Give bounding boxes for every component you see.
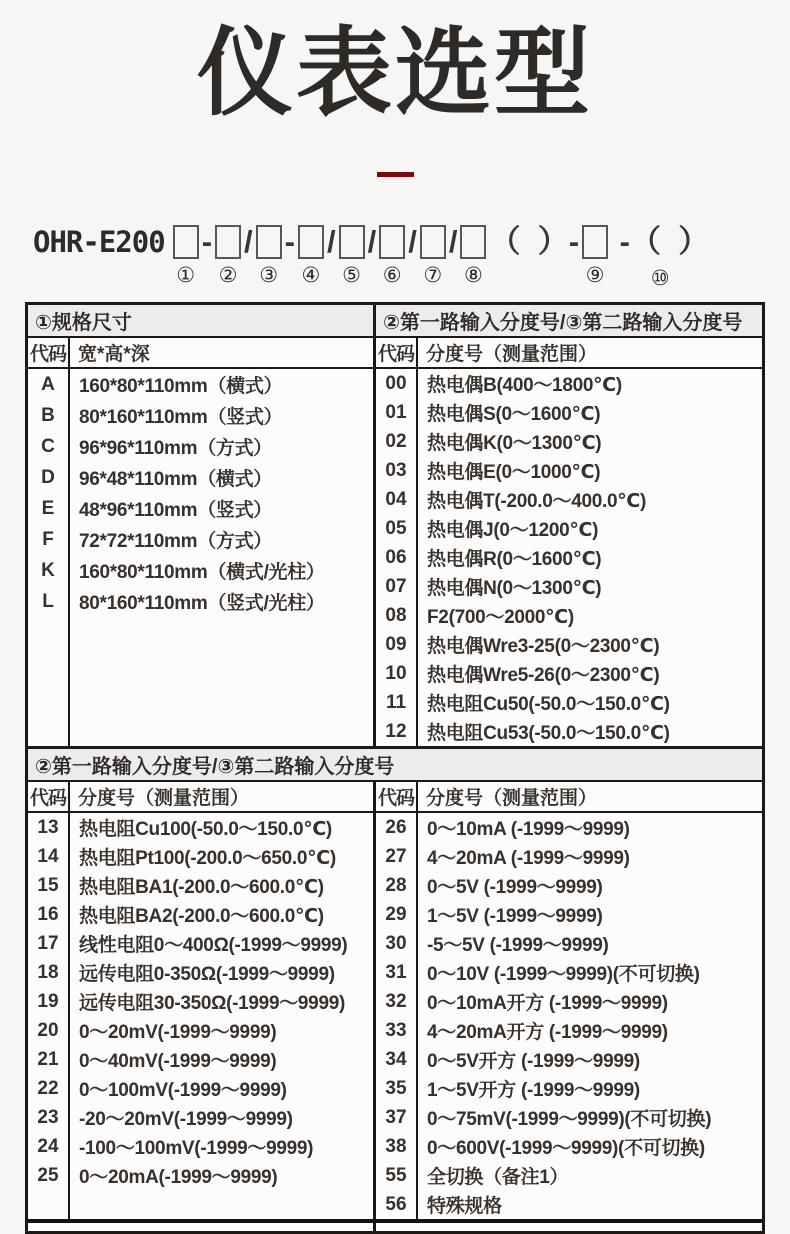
row-code: 01 [385, 401, 407, 423]
row-code: A [41, 373, 55, 395]
section-1 [28, 305, 762, 746]
row-description: 热电偶N(0～1300℃) [427, 578, 602, 599]
position-number: ① [176, 264, 196, 287]
model-code-separator [241, 222, 256, 291]
position-number [450, 267, 456, 291]
row-code: 32 [385, 990, 407, 1012]
code-box [460, 225, 486, 259]
row-description: 线性电阻0～400Ω(-1999～9999) [79, 935, 348, 956]
row-description: 1～5V开方 (-1999～9999) [427, 1080, 640, 1101]
column-header-code: 代码 [376, 338, 418, 367]
model-code-separator [365, 222, 380, 291]
row-code: F [42, 528, 54, 550]
row-description: 热电偶B(400～1800℃) [427, 375, 622, 396]
separator-glyph: -（ ） [611, 224, 710, 259]
row-description: 全切换（备注1） [427, 1167, 569, 1188]
row-description: 热电阻Pt100(-200.0～650.0℃) [79, 848, 336, 869]
row-description: 0～40mV(-1999～9999) [79, 1051, 277, 1072]
row-code: 09 [385, 633, 407, 655]
position-number: ④ [301, 264, 321, 287]
row-description: 0～10V (-1999～9999)(不可切换) [427, 964, 700, 985]
row-code: 06 [385, 546, 407, 568]
section1-left-body [28, 369, 373, 746]
row-code: 11 [385, 691, 407, 713]
selection-table [25, 302, 765, 1234]
section2-right-panel [376, 782, 762, 1219]
row-description: 160*80*110mm（横式） [79, 376, 283, 397]
row-description: -5～5V (-1999～9999) [427, 935, 609, 956]
row-code: 23 [37, 1106, 59, 1128]
position-number: ⑤ [342, 264, 361, 287]
row-description: 热电偶E(0～1000℃) [427, 462, 601, 483]
model-code-separator [324, 222, 339, 291]
row-code: 25 [37, 1164, 59, 1186]
row-code: 21 [37, 1048, 59, 1070]
section2-header: ②第一路输入分度号/③第二路输入分度号 [28, 749, 762, 782]
row-description: 热电阻BA2(-200.0～600.0℃) [79, 906, 324, 927]
position-number: ② [218, 264, 238, 287]
row-description: 80*160*110mm（竖式） [79, 407, 283, 428]
row-code: 12 [385, 720, 407, 742]
row-code: 26 [385, 816, 407, 838]
row-code: 14 [37, 845, 59, 867]
row-description: 热电阻Cu100(-50.0～150.0℃) [79, 819, 332, 840]
row-code: D [41, 466, 55, 488]
row-description: 热电阻Cu53(-50.0～150.0℃) [427, 723, 670, 744]
section2-left-panel [28, 782, 376, 1219]
column-header-code: 代码 [28, 338, 70, 367]
row-code: 55 [385, 1164, 407, 1186]
model-code-slot [339, 222, 365, 288]
row-code: 22 [37, 1077, 59, 1099]
separator-glyph: / [448, 224, 458, 259]
model-code-slot [215, 222, 241, 288]
row-code: 35 [385, 1077, 407, 1099]
row-code: 27 [385, 845, 407, 867]
section1-right-body [376, 369, 762, 746]
model-code-separator [282, 222, 298, 291]
row-code: 16 [37, 903, 59, 925]
row-code: 05 [385, 517, 407, 539]
position-number [204, 267, 210, 291]
row-code: 15 [37, 874, 59, 896]
row-code: 37 [385, 1106, 407, 1128]
section1-right-header: ②第一路输入分度号/③第二路输入分度号 [376, 305, 762, 338]
code-box [420, 225, 446, 259]
row-code: 13 [37, 816, 59, 838]
row-code: 00 [385, 372, 407, 394]
row-description: 热电偶Wre3-25(0～2300℃) [427, 636, 660, 657]
model-code-slot [582, 222, 608, 288]
row-description: 热电偶T(-200.0～400.0℃) [427, 491, 646, 512]
row-description: 0～5V开方 (-1999～9999) [427, 1051, 640, 1072]
separator-glyph: / [326, 224, 336, 259]
row-description: 0～75mV(-1999～9999)(不可切换) [427, 1109, 712, 1130]
row-description: 热电偶R(0～1600℃) [427, 549, 602, 570]
section1-right-panel [376, 305, 762, 746]
code-box [298, 225, 324, 259]
row-description: 0～10mA开方 (-1999～9999) [427, 993, 668, 1014]
column-header-dimensions: 宽*高*深 [78, 344, 150, 365]
model-code-slot [420, 222, 446, 288]
row-description: F2(700～2000℃) [427, 607, 574, 628]
column-header-range: 分度号（测量范围） [426, 344, 598, 365]
section2-left-subheader [28, 782, 373, 813]
row-code: 33 [385, 1019, 407, 1041]
separator-glyph: / [244, 224, 253, 259]
section1-left-subheader [28, 338, 373, 369]
page-title: 仪表选型 [197, 20, 593, 127]
separator-glyph: - [284, 224, 295, 259]
model-code-separator [405, 222, 420, 291]
row-description: 80*160*110mm（竖式/光柱） [79, 593, 325, 614]
column-header-code: 代码 [28, 782, 70, 811]
row-description: 0～100mV(-1999～9999) [79, 1080, 287, 1101]
row-code: 17 [37, 932, 59, 954]
position-number [531, 267, 537, 291]
row-code: 24 [37, 1135, 59, 1157]
row-description: 0～5V (-1999～9999) [427, 877, 603, 898]
section2-right-subheader [376, 782, 762, 813]
section2-right-body [376, 813, 762, 1219]
row-code: 02 [385, 430, 407, 452]
code-box [215, 225, 241, 259]
row-code: 29 [385, 903, 407, 925]
separator-glyph: - [201, 224, 213, 259]
code-box [256, 225, 282, 259]
row-code: 20 [37, 1019, 59, 1041]
next-section-cutoff [28, 1219, 762, 1231]
model-code-line [33, 222, 712, 291]
row-code: E [41, 497, 55, 519]
row-description: 4～20mA (-1999～9999) [427, 848, 630, 869]
code-box [339, 225, 365, 259]
separator-glyph: / [367, 224, 377, 259]
row-description: 热电偶K(0～1300℃) [427, 433, 602, 454]
row-description: 0～600V(-1999～9999)(不可切换) [427, 1138, 705, 1159]
model-code-separator [608, 222, 712, 291]
section1-left-panel [28, 305, 376, 746]
row-description: 4～20mA开方 (-1999～9999) [427, 1022, 668, 1043]
title-underline-accent [377, 172, 414, 177]
section1-left-header: ①规格尺寸 [28, 305, 373, 338]
column-header-code: 代码 [376, 782, 418, 811]
row-code: C [41, 435, 55, 457]
separator-glyph: （ ）- [489, 224, 580, 259]
row-code: 18 [37, 961, 59, 983]
row-code: 31 [385, 961, 407, 983]
row-description: -20～20mV(-1999～9999) [79, 1109, 293, 1130]
separator-glyph: / [408, 224, 417, 259]
row-code: 08 [385, 604, 407, 626]
column-header-range: 分度号（测量范围） [78, 788, 250, 809]
section1-right-subheader [376, 338, 762, 369]
row-description: 0～20mA(-1999～9999) [79, 1167, 278, 1188]
position-number: ⑩ [650, 267, 670, 290]
row-description: 热电偶S(0～1600℃) [427, 404, 601, 425]
section2-left-body [28, 813, 373, 1219]
position-number [369, 267, 375, 291]
row-code: 04 [385, 488, 407, 510]
row-description: 1～5V (-1999～9999) [427, 906, 603, 927]
position-number: ⑧ [464, 264, 483, 287]
row-description: 热电偶J(0～1200℃) [427, 520, 599, 541]
row-description: 远传电阻0-350Ω(-1999～9999) [79, 964, 335, 985]
model-code-separator [486, 222, 582, 291]
row-description: 特殊规格 [427, 1196, 502, 1217]
row-description: 0～20mV(-1999～9999) [79, 1022, 277, 1043]
row-description: 远传电阻30-350Ω(-1999～9999) [79, 993, 346, 1014]
row-description: 48*96*110mm（竖式） [79, 500, 272, 521]
column-header-range: 分度号（测量范围） [426, 788, 598, 809]
row-description: 热电阻BA1(-200.0～600.0℃) [79, 877, 324, 898]
section-2 [28, 746, 762, 1219]
row-description: 96*96*110mm（方式） [79, 438, 272, 459]
row-code: 28 [385, 874, 407, 896]
position-number: ⑦ [423, 264, 443, 287]
model-code-slot [173, 222, 199, 288]
row-description: -100～100mV(-1999～9999) [79, 1138, 314, 1159]
position-number [328, 267, 334, 291]
row-code: K [41, 559, 55, 581]
model-code-separator [446, 222, 461, 291]
position-number: ⑨ [585, 264, 605, 287]
code-box [582, 225, 608, 259]
position-number [245, 267, 251, 291]
row-code: 38 [385, 1135, 407, 1157]
model-code-separator [199, 222, 215, 291]
code-box [173, 225, 199, 259]
row-description: 96*48*110mm（横式） [79, 469, 272, 490]
model-prefix: OHR-E200 [33, 225, 165, 259]
position-number: ③ [259, 264, 279, 287]
model-code-slot [298, 222, 324, 288]
row-description: 72*72*110mm（方式） [79, 531, 272, 552]
row-description: 160*80*110mm（横式/光柱） [79, 562, 325, 583]
row-code: 30 [385, 932, 407, 954]
model-code-slot [460, 222, 486, 288]
position-number: ⑥ [382, 264, 402, 287]
row-code: 10 [385, 662, 407, 684]
row-code: 56 [385, 1193, 407, 1215]
row-description: 0～10mA (-1999～9999) [427, 819, 630, 840]
model-code-slot [256, 222, 282, 288]
row-description: 热电偶Wre5-26(0～2300℃) [427, 665, 660, 686]
position-number [410, 267, 416, 291]
code-box [379, 225, 405, 259]
row-code: 07 [385, 575, 407, 597]
position-number [287, 267, 293, 291]
row-code: B [41, 404, 55, 426]
row-description: 热电阻Cu50(-50.0～150.0℃) [427, 694, 670, 715]
row-code: 03 [385, 459, 407, 481]
row-code: L [42, 590, 54, 612]
row-code: 34 [385, 1048, 407, 1070]
row-code: 19 [37, 990, 59, 1012]
model-code-slot [379, 222, 405, 288]
